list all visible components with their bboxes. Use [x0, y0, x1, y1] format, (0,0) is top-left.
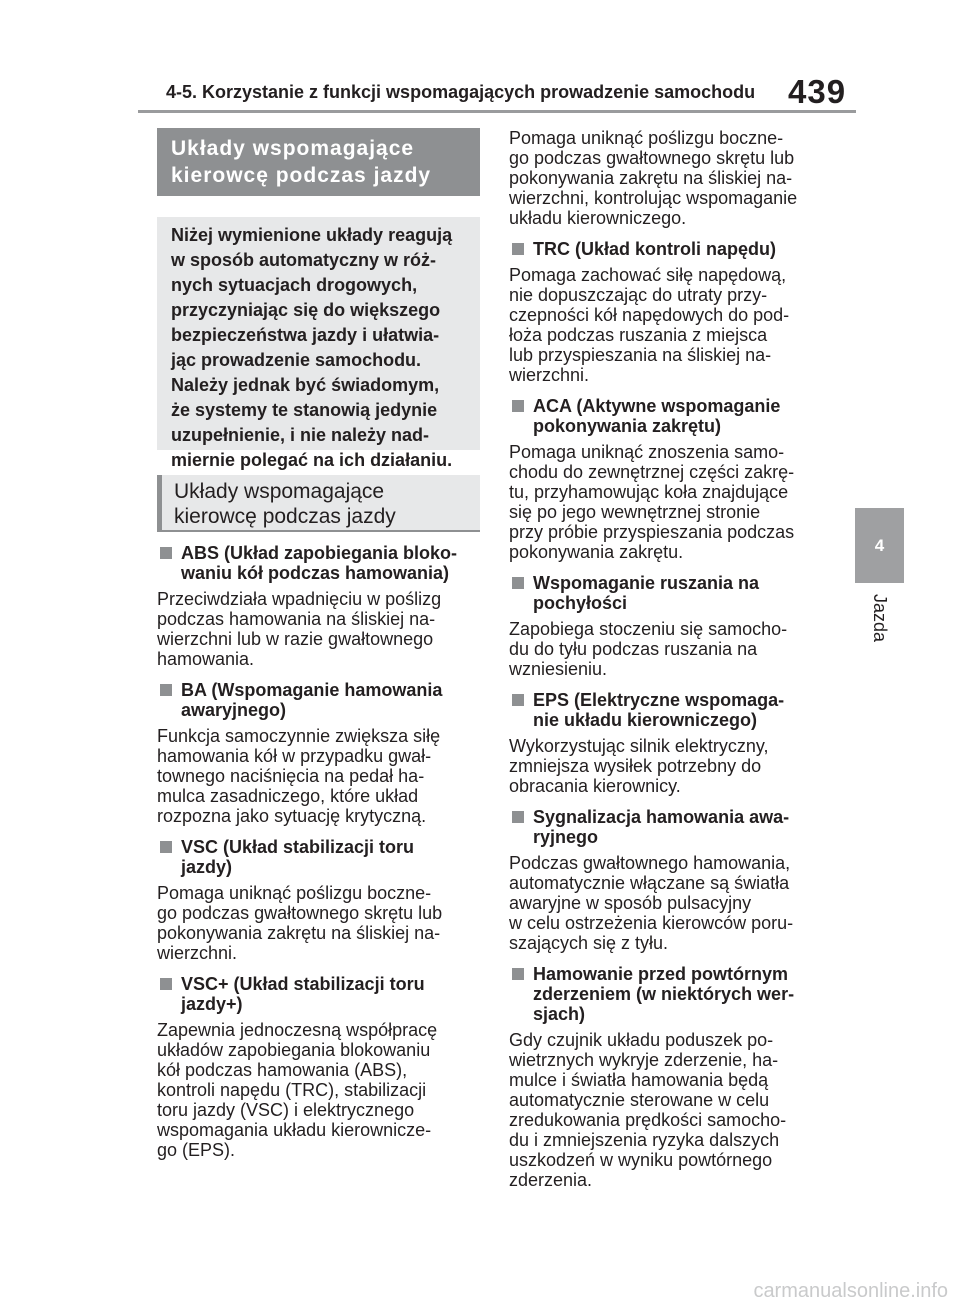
description-line: w celu ostrzeżenia kierowców poru-: [509, 913, 794, 933]
description-line: du i zmniejszenia ryzyka dalszych: [509, 1130, 780, 1150]
description-line: Przeciwdziała wpadnięciu w poślizg: [157, 589, 442, 609]
description-line: zderzenia.: [509, 1170, 593, 1190]
feature-heading-line: ABS (Układ zapobiegania bloko-: [181, 543, 458, 563]
feature-heading-line: TRC (Układ kontroli napędu): [533, 239, 776, 259]
feature-description: [509, 442, 831, 562]
feature-description: [157, 883, 480, 963]
description-line: rozpozna jako sytuację krytyczną.: [157, 806, 427, 826]
left-item-list: [157, 543, 480, 1160]
feature-heading-line: zderzeniem (w niektórych wer-: [533, 984, 795, 1004]
feature-heading-line: Hamowanie przed powtórnym: [533, 964, 789, 984]
intro-line: bezpieczeństwa jazdy i ułatwia-: [171, 325, 440, 345]
description-line: wspomagania układu kierownicze-: [157, 1120, 432, 1140]
description-line: wierzchni, kontrolując wspomaganie: [509, 188, 798, 208]
description-line: mulca zasadniczego, które układ: [157, 786, 419, 806]
description-line: wierzchni.: [509, 365, 590, 385]
description-line: się po jego wewnętrznej stronie: [509, 502, 761, 522]
description-line: uszkodzeń w wyniku powtórnego: [509, 1150, 773, 1170]
description-line: Wykorzystując silnik elektryczny,: [509, 736, 769, 756]
section-title-line-1: Układy wspomagające: [171, 137, 415, 160]
feature-description: [157, 589, 480, 669]
description-line: Pomaga uniknąć znoszenia samo-: [509, 442, 785, 462]
description-line: kół podczas hamowania (ABS),: [157, 1060, 408, 1080]
section-title-line-2: kierowcę podczas jazdy: [171, 164, 432, 187]
description-line: podczas hamowania na śliskiej na-: [157, 609, 436, 629]
description-line: wietrznych wykryje zderzenie, ha-: [509, 1050, 779, 1070]
description-line: łoża podczas ruszania z miejsca: [509, 325, 768, 345]
watermark: carmanualsonline.info: [753, 1280, 948, 1302]
description-line: hamowania.: [157, 649, 255, 669]
feature-description: [509, 736, 831, 796]
feature-heading-line: jazdy+): [181, 994, 243, 1014]
feature-heading-line: Wspomaganie ruszania na: [533, 573, 760, 593]
description-line: Gdy czujnik układu poduszek po-: [509, 1030, 774, 1050]
feature-description: [509, 619, 831, 679]
description-line: Zapewnia jednoczesną współpracę: [157, 1020, 438, 1040]
description-line: Zapobiega stoczeniu się samocho-: [509, 619, 788, 639]
feature-heading-line: waniu kół podczas hamowania): [181, 563, 450, 583]
feature-heading: [509, 690, 831, 730]
page-number: 439: [788, 73, 847, 110]
feature-heading-line: VSC (Układ stabilizacji toru: [181, 837, 415, 857]
feature-description: [509, 265, 831, 385]
description-line: wierzchni.: [157, 943, 238, 963]
subsection-heading: [157, 475, 480, 532]
description-line: układu kierowniczego.: [509, 208, 687, 228]
description-line: chodu do zewnętrznej części zakrę-: [509, 462, 795, 482]
feature-heading: [157, 680, 480, 720]
feature-heading-line: Sygnalizacja hamowania awa-: [533, 807, 790, 827]
description-line: wzniesieniu.: [509, 659, 608, 679]
feature-heading: [509, 396, 831, 436]
intro-box: [157, 217, 480, 470]
feature-description: [509, 853, 831, 953]
description-line: przy próbie przyspieszania podczas: [509, 522, 795, 542]
feature-heading-line: pokonywania zakrętu): [533, 416, 722, 436]
right-column: [509, 128, 831, 1190]
chapter-header: 4-5. Korzystanie z funkcji wspomagających prowadzenie samochodu: [166, 82, 756, 102]
left-column: [157, 128, 480, 1160]
subsection-heading-line-1: Układy wspomagające: [174, 480, 385, 503]
description-line: hamowania kół w przypadku gwał-: [157, 746, 432, 766]
intro-line: Niżej wymienione układy reagują: [171, 225, 453, 245]
description-line: mulce i światła hamowania będą: [509, 1070, 769, 1090]
feature-heading: [157, 974, 480, 1014]
feature-heading: [509, 573, 831, 613]
intro-line: uzupełnienie, i nie należy nad-: [171, 425, 430, 445]
feature-heading-line: BA (Wspomaganie hamowania: [181, 680, 443, 700]
description-line: nie dopuszczając do utraty przy-: [509, 285, 768, 305]
description-line: kontroli napędu (TRC), stabilizacji: [157, 1080, 427, 1100]
description-line: wierzchni lub w razie gwałtownego: [157, 629, 434, 649]
description-line: townego naciśnięcia na pedał ha-: [157, 766, 425, 786]
description-line: pokonywania zakrętu.: [509, 542, 684, 562]
feature-heading: [157, 543, 480, 583]
feature-description: [157, 1020, 480, 1160]
feature-heading-line: sjach): [533, 1004, 586, 1024]
feature-description: [509, 1030, 831, 1190]
intro-line: przyczyniając się do większego: [171, 300, 441, 320]
intro-line: nych sytuacjach drogowych,: [171, 275, 418, 295]
description-line: automatycznie włączane są światła: [509, 873, 790, 893]
feature-heading: [509, 807, 831, 847]
description-line: go (EPS).: [157, 1140, 236, 1160]
description-line: obracania kierownicy.: [509, 776, 681, 796]
feature-heading-line: jazdy): [181, 857, 233, 877]
feature-heading-line: nie układu kierowniczego): [533, 710, 758, 730]
description-line: pokonywania zakrętu na śliskiej na-: [157, 923, 441, 943]
description-line: go podczas gwałtownego skrętu lub: [157, 903, 443, 923]
description-line: Podczas gwałtownego hamowania,: [509, 853, 791, 873]
description-line: tu, przyhamowując koła znajdujące: [509, 482, 789, 502]
feature-heading-line: VSC+ (Układ stabilizacji toru: [181, 974, 425, 994]
continued-description: [509, 128, 831, 228]
description-line: awaryjne w sposób pulsacyjny: [509, 893, 752, 913]
section-title-block: [157, 128, 480, 196]
chapter-tab-label: Jazda: [870, 594, 890, 643]
feature-heading-line: pochyłości: [533, 593, 628, 613]
description-line: Pomaga zachować siłę napędową,: [509, 265, 787, 285]
description-line: lub przyspieszania na śliskiej na-: [509, 345, 772, 365]
intro-line: jąc prowadzenie samochodu.: [171, 350, 422, 370]
intro-line: Należy jednak być świadomym,: [171, 375, 440, 395]
intro-line: w sposób automatyczny w róż-: [171, 250, 437, 270]
header-divider: [138, 110, 856, 113]
feature-heading: [157, 837, 480, 877]
feature-heading-line: EPS (Elektryczne wspomaga-: [533, 690, 785, 710]
feature-heading: [509, 964, 831, 1024]
feature-description: [157, 726, 480, 826]
description-line: pokonywania zakrętu na śliskiej na-: [509, 168, 793, 188]
feature-heading-line: ryjnego: [533, 827, 599, 847]
intro-line: miernie polegać na ich działaniu.: [171, 450, 453, 470]
description-line: go podczas gwałtownego skrętu lub: [509, 148, 795, 168]
right-item-list: [509, 239, 831, 1190]
description-line: du do tyłu podczas ruszania na: [509, 639, 758, 659]
description-line: Funkcja samoczynnie zwiększa siłę: [157, 726, 441, 746]
description-line: automatycznie sterowane w celu: [509, 1090, 770, 1110]
feature-heading-line: awaryjnego): [181, 700, 287, 720]
description-line: Pomaga uniknąć poślizgu boczne-: [509, 128, 784, 148]
feature-heading-line: ACA (Aktywne wspomaganie: [533, 396, 781, 416]
chapter-tab[interactable]: 4: [855, 508, 904, 583]
intro-line: że systemy te stanowią jedynie: [171, 400, 438, 420]
feature-heading: [509, 239, 831, 259]
description-line: toru jazdy (VSC) i elektrycznego: [157, 1100, 415, 1120]
description-line: układów zapobiegania blokowaniu: [157, 1040, 431, 1060]
description-line: szających się z tyłu.: [509, 933, 669, 953]
description-line: zredukowania prędkości samocho-: [509, 1110, 787, 1130]
description-line: Pomaga uniknąć poślizgu boczne-: [157, 883, 432, 903]
description-line: zmniejsza wysiłek potrzebny do: [509, 756, 762, 776]
subsection-heading-line-2: kierowcę podczas jazdy: [174, 505, 396, 528]
description-line: czepności kół napędowych do pod-: [509, 305, 790, 325]
